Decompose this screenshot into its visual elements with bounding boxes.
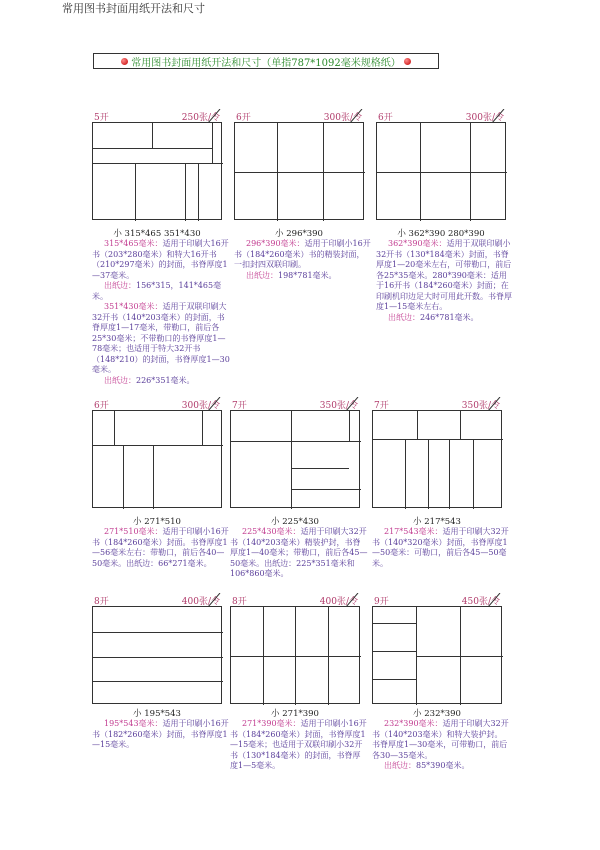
description-paragraph bbox=[92, 239, 230, 281]
description-text: 适用于印刷大32开书（140*203毫米）和特大装护封。书脊厚度1—30毫米，可带勒口，前后各30—35毫米。 bbox=[372, 719, 509, 760]
cut-diagram bbox=[230, 606, 360, 704]
corner-slash-icon bbox=[486, 593, 502, 607]
key-term: 232*390毫米： bbox=[384, 719, 443, 728]
cut-line bbox=[93, 657, 223, 658]
size-caption: 小 296*390 bbox=[275, 229, 323, 239]
key-term: 出纸边： bbox=[104, 281, 136, 290]
cut-line bbox=[460, 411, 461, 439]
cut-line bbox=[416, 656, 503, 657]
corner-slash-icon bbox=[490, 109, 506, 123]
description-text: 226*351毫米。 bbox=[136, 375, 195, 385]
price-label: 400张/令 bbox=[319, 597, 358, 607]
price-label: 300张/令 bbox=[465, 113, 504, 123]
key-term: 出纸边： bbox=[384, 761, 416, 770]
size-caption: 小 271*510 bbox=[133, 517, 181, 527]
cut-line bbox=[231, 441, 361, 442]
description-paragraph bbox=[376, 239, 514, 313]
cut-line bbox=[373, 679, 416, 680]
key-term: 出纸边： bbox=[388, 312, 420, 322]
format-label: 7开 bbox=[374, 401, 389, 411]
cut-line bbox=[428, 439, 429, 509]
description-text: 适用于印刷小16开书（184*260毫米）封面。书脊厚度1—56毫米左右：带勒口，前后各40—50毫米。出纸边：66*271毫米。 bbox=[92, 527, 229, 568]
key-term: 225*430毫米： bbox=[242, 527, 301, 536]
description-paragraph bbox=[92, 719, 230, 751]
cut-line bbox=[473, 439, 474, 509]
size-caption: 小 315*465 351*430 bbox=[113, 229, 201, 239]
cut-diagram bbox=[372, 606, 502, 704]
cut-line bbox=[373, 623, 416, 624]
price-label: 250张/令 bbox=[181, 113, 220, 123]
size-description bbox=[230, 527, 368, 580]
size-caption: 小 362*390 280*390 bbox=[397, 229, 485, 239]
cut-line bbox=[123, 445, 124, 509]
size-description bbox=[372, 527, 510, 569]
cut-line bbox=[198, 163, 199, 221]
cut-diagram bbox=[376, 122, 506, 220]
corner-slash-icon bbox=[486, 397, 502, 411]
cut-line bbox=[349, 411, 350, 441]
description-paragraph bbox=[372, 719, 510, 761]
cut-line bbox=[153, 445, 154, 509]
description-text: 适用于印刷大16开书（203*280毫米）和特大16开书（210*297毫米）的封面，书脊厚度1—37毫米。 bbox=[92, 239, 229, 280]
cut-diagram bbox=[92, 122, 222, 220]
key-term: 出纸边： bbox=[104, 375, 136, 385]
description-paragraph bbox=[92, 302, 230, 376]
key-term: 217*543毫米： bbox=[384, 527, 443, 536]
cut-line bbox=[135, 163, 136, 221]
description-paragraph bbox=[376, 313, 514, 324]
price-label: 350张/令 bbox=[461, 401, 500, 411]
description-text: 适用于印刷大32开书（140*203毫米）精装护封，书脊厚度1—40毫米；带勒口，前后各45—50毫米。出纸边：225*351毫米和106*860毫米。 bbox=[230, 527, 368, 578]
size-description bbox=[92, 239, 230, 386]
price-label: 300张/令 bbox=[323, 113, 362, 123]
cut-line bbox=[93, 148, 212, 149]
format-label: 8开 bbox=[94, 597, 109, 607]
description-paragraph bbox=[230, 527, 368, 580]
description-paragraph bbox=[230, 719, 368, 772]
cut-line bbox=[291, 468, 349, 469]
price-label: 400张/令 bbox=[181, 597, 220, 607]
size-description bbox=[230, 719, 368, 772]
cut-diagram bbox=[372, 410, 502, 508]
description-text: 适用于印刷小16开书（184*260毫米）封面，书脊厚度1—15毫米；也适用于双联印刷小32开书（130*184毫米）的封面，书脊厚度1—5毫米。 bbox=[230, 719, 367, 770]
description-text: 246*781毫米。 bbox=[420, 312, 479, 322]
cut-line bbox=[93, 632, 223, 633]
bullet-icon bbox=[404, 58, 411, 65]
description-text: 适用于印刷小16开书（184*260毫米）书的精装封面，一扣封四双联印刷。 bbox=[234, 239, 371, 269]
size-description bbox=[92, 527, 230, 569]
size-description bbox=[234, 239, 372, 281]
size-description bbox=[372, 719, 510, 772]
format-label: 6开 bbox=[236, 113, 251, 123]
corner-slash-icon bbox=[206, 593, 222, 607]
cut-line bbox=[449, 439, 450, 509]
corner-slash-icon bbox=[348, 109, 364, 123]
key-term: 315*465毫米： bbox=[104, 239, 163, 248]
format-label: 5开 bbox=[94, 113, 109, 123]
size-caption: 小 217*543 bbox=[413, 517, 461, 527]
title-box bbox=[93, 53, 439, 69]
format-label: 8开 bbox=[232, 597, 247, 607]
cut-diagram bbox=[234, 122, 364, 220]
format-label: 7开 bbox=[232, 401, 247, 411]
key-term: 出纸边： bbox=[246, 270, 278, 280]
key-term: 351*430毫米： bbox=[104, 302, 163, 311]
description-paragraph bbox=[92, 527, 230, 569]
cut-diagram bbox=[92, 606, 222, 704]
size-caption: 小 271*390 bbox=[271, 709, 319, 719]
description-text: 156*315，141*465毫米。 bbox=[92, 281, 222, 301]
cut-line bbox=[377, 172, 507, 173]
cut-line bbox=[185, 163, 186, 221]
key-term: 195*543毫米： bbox=[104, 719, 163, 728]
cut-line bbox=[114, 411, 115, 445]
description-text: 适用于双联印刷小32开书（130*184毫米）封面，书脊厚度1—20毫米左右，可带勒口，前后各25*35毫米。280*390毫米：适用于16开书（184*260毫米）封面；在印刷机印边足大时可用此开数。书脊厚度1—15毫米左右。 bbox=[376, 239, 512, 311]
description-text: 适用于印刷大32开书（140*320毫米）封面，书脊厚度1—50毫米：可勒口，前后各45—50毫米。 bbox=[372, 527, 509, 568]
description-paragraph bbox=[234, 239, 372, 271]
cut-diagram bbox=[230, 410, 360, 508]
cut-line bbox=[291, 411, 292, 509]
cut-line bbox=[373, 439, 503, 440]
cut-line bbox=[231, 656, 361, 657]
cut-line bbox=[235, 172, 365, 173]
cut-line bbox=[405, 439, 406, 509]
size-description bbox=[376, 239, 514, 323]
cut-line bbox=[291, 489, 361, 490]
cut-diagram bbox=[92, 410, 222, 508]
description-paragraph bbox=[92, 376, 230, 387]
cut-line bbox=[93, 163, 223, 164]
cut-line bbox=[212, 123, 213, 163]
size-description bbox=[92, 719, 230, 751]
cut-line bbox=[373, 651, 416, 652]
description-text: 适用于印刷小16开书（182*260毫米）封面，书脊厚度1—15毫米。 bbox=[92, 719, 229, 749]
cut-line bbox=[93, 681, 223, 682]
key-term: 271*390毫米： bbox=[242, 719, 301, 728]
description-paragraph bbox=[234, 271, 372, 282]
description-paragraph bbox=[92, 281, 230, 302]
cut-line bbox=[93, 445, 223, 446]
description-text: 85*390毫米。 bbox=[416, 761, 470, 770]
cut-line bbox=[152, 123, 153, 148]
format-label: 6开 bbox=[378, 113, 393, 123]
key-term: 271*510毫米： bbox=[104, 527, 163, 536]
size-caption: 小 232*390 bbox=[413, 709, 461, 719]
description-paragraph bbox=[372, 527, 510, 569]
key-term: 296*390毫米： bbox=[246, 239, 305, 248]
price-label: 350张/令 bbox=[319, 401, 358, 411]
cut-line bbox=[417, 411, 418, 439]
key-term: 362*390毫米： bbox=[388, 239, 447, 248]
description-text: 198*781毫米。 bbox=[278, 270, 337, 280]
size-caption: 小 225*430 bbox=[271, 517, 319, 527]
description-text: 适用于双联印刷大32开书（140*203毫米）的封面，书脊厚度1—17毫米，带勒口，前后各25*30毫米；不带勒口的书脊厚度1—78毫米；也适用于特大32开书（148*210）的封面，书脊厚度1—30毫米。 bbox=[92, 302, 230, 374]
format-label: 9开 bbox=[374, 597, 389, 607]
corner-slash-icon bbox=[206, 109, 222, 123]
description-paragraph bbox=[372, 761, 510, 772]
size-caption: 小 195*543 bbox=[133, 709, 181, 719]
bullet-icon bbox=[121, 58, 128, 65]
page-header: 常用图书封面用纸开法和尺寸 bbox=[62, 2, 205, 15]
corner-slash-icon bbox=[344, 397, 360, 411]
corner-slash-icon bbox=[344, 593, 360, 607]
cut-line bbox=[202, 411, 203, 445]
price-label: 300张/令 bbox=[181, 401, 220, 411]
format-label: 6开 bbox=[94, 401, 109, 411]
price-label: 450张/令 bbox=[461, 597, 500, 607]
page-title: 常用图书封面用纸开法和尺寸（单指787*1092毫米规格纸） bbox=[131, 57, 401, 69]
corner-slash-icon bbox=[206, 397, 222, 411]
